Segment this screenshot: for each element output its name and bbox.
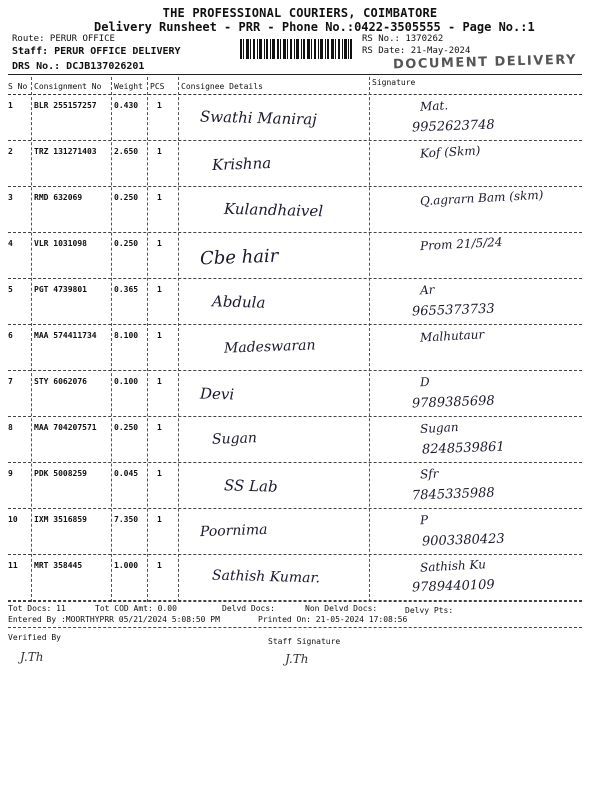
row-consignee-name: Poornima <box>199 521 268 541</box>
column-rule <box>178 77 179 602</box>
row-signature: Prom 21/5/24 <box>419 234 503 254</box>
row-pcs: 1 <box>157 561 162 570</box>
column-rule <box>111 77 112 602</box>
row-signature: Mat. <box>419 98 449 114</box>
drs-number: DRS No.: DCJB137026201 <box>12 61 145 72</box>
row-consignment-no: MAA 704207571 <box>34 423 97 432</box>
document-delivery-stamp: DOCUMENT DELIVERY <box>392 52 578 73</box>
row-signature: Q.agrarn Bam (skm) <box>419 187 544 209</box>
row-consignee-name: Cbe hair <box>199 245 279 270</box>
row-consignment-no: MRT 358445 <box>34 561 83 570</box>
runsheet-subtitle: Delivery Runsheet - PRR - Phone No.:0422-3505555 - Page No.:1 <box>94 20 535 34</box>
row-pcs: 1 <box>157 423 162 432</box>
row-consignee-name: Kulandhaivel <box>223 199 324 221</box>
row-pcs: 1 <box>157 193 162 202</box>
route-label: Route: PERUR OFFICE <box>12 34 115 44</box>
column-header-divider <box>8 94 582 95</box>
row-weight: 1.000 <box>114 561 139 570</box>
tot-cod-amount: Tot COD Amt: 0.00 <box>95 604 177 613</box>
col-consignment: Consignment No <box>34 82 102 91</box>
row-consignment-no: VLR 1031098 <box>34 239 87 248</box>
row-pcs: 1 <box>157 147 162 156</box>
row-consignment-no: BLR 255157257 <box>34 101 97 110</box>
column-rule <box>147 77 148 602</box>
row-consignee-name: Sugan <box>211 430 258 448</box>
footer-bottom-divider <box>8 627 582 628</box>
row-phone: 9789385698 <box>411 393 495 412</box>
rs-date: RS Date: 21-May-2024 <box>362 46 471 56</box>
row-pcs: 1 <box>157 515 162 524</box>
row-consignee-name: SS Lab <box>223 476 278 496</box>
verified-by-signature: J.Th <box>20 650 44 664</box>
col-weight: Weight <box>114 82 143 91</box>
row-divider <box>8 278 582 279</box>
row-sno: 7 <box>8 377 13 386</box>
row-pcs: 1 <box>157 239 162 248</box>
row-divider <box>8 416 582 417</box>
row-sno: 6 <box>8 331 13 340</box>
row-weight: 0.250 <box>114 193 139 202</box>
row-signature: Sfr <box>419 466 439 482</box>
col-sno: S No <box>8 82 28 91</box>
tot-docs: Tot Docs: 11 <box>8 604 66 613</box>
delvy-pts: Delvy Pts: <box>405 606 454 615</box>
staff-signature: J.Th <box>285 652 309 666</box>
row-signature: P <box>419 512 429 528</box>
row-divider <box>8 462 582 463</box>
row-signature: Sathish Ku <box>419 557 487 575</box>
row-divider <box>8 370 582 371</box>
row-weight: 0.045 <box>114 469 139 478</box>
row-phone: 9952623748 <box>411 117 495 136</box>
row-weight: 0.430 <box>114 101 139 110</box>
staff-label: Staff: PERUR OFFICE DELIVERY <box>12 46 181 57</box>
row-consignment-no: PDK 5008259 <box>34 469 87 478</box>
row-divider <box>8 186 582 187</box>
row-weight: 2.650 <box>114 147 139 156</box>
row-divider <box>8 232 582 233</box>
row-weight: 0.365 <box>114 285 139 294</box>
row-consignee-name: Devi <box>199 384 235 404</box>
row-weight: 7.350 <box>114 515 139 524</box>
row-consignment-no: STY 6062076 <box>34 377 87 386</box>
row-phone: 9655373733 <box>411 301 495 320</box>
row-consignment-no: RMD 632069 <box>34 193 83 202</box>
row-pcs: 1 <box>157 285 162 294</box>
row-sno: 10 <box>8 515 18 524</box>
company-title: THE PROFESSIONAL COURIERS, COIMBATORE <box>162 6 438 20</box>
verified-by-label: Verified By <box>8 633 61 642</box>
col-signature: Signature <box>372 78 416 87</box>
row-divider <box>8 140 582 141</box>
row-consignee-name: Sathish Kumar. <box>211 567 321 587</box>
row-consignee-name: Madeswaran <box>223 337 316 357</box>
row-pcs: 1 <box>157 377 162 386</box>
barcode-image <box>240 39 352 59</box>
row-sno: 4 <box>8 239 13 248</box>
rs-number: RS No.: 1370262 <box>362 34 444 44</box>
row-sno: 8 <box>8 423 13 432</box>
row-divider <box>8 554 582 555</box>
row-divider <box>8 324 582 325</box>
row-phone: 9003380423 <box>421 531 505 550</box>
row-consignment-no: IXM 3516859 <box>34 515 87 524</box>
row-sno: 1 <box>8 101 13 110</box>
row-consignee-name: Krishna <box>211 153 272 175</box>
row-weight: 0.250 <box>114 239 139 248</box>
row-signature: Malhutaur <box>419 327 485 345</box>
row-consignee-name: Swathi Maniraj <box>199 107 318 129</box>
row-signature: Kof (Skm) <box>419 143 481 161</box>
entered-by: Entered By :MOORTHYPRR 05/21/2024 5:08:50 PM <box>8 615 220 624</box>
row-pcs: 1 <box>157 101 162 110</box>
printed-on: Printed On: 21-05-2024 17:08:56 <box>258 615 408 624</box>
row-sno: 3 <box>8 193 13 202</box>
row-pcs: 1 <box>157 469 162 478</box>
row-weight: 0.100 <box>114 377 139 386</box>
row-signature: D <box>419 374 430 390</box>
row-phone: 7845335988 <box>411 485 495 504</box>
row-signature: Ar <box>419 282 435 298</box>
row-sno: 5 <box>8 285 13 294</box>
column-rule <box>31 77 32 602</box>
row-sno: 9 <box>8 469 13 478</box>
row-sno: 2 <box>8 147 13 156</box>
staff-signature-label: Staff Signature <box>268 637 341 646</box>
row-pcs: 1 <box>157 331 162 340</box>
row-phone: 8248539861 <box>421 439 505 458</box>
header-divider <box>8 74 582 75</box>
row-signature: Sugan <box>419 420 459 436</box>
delvd-docs: Delvd Docs: <box>222 604 275 613</box>
row-weight: 8.100 <box>114 331 139 340</box>
row-consignment-no: MAA 574411734 <box>34 331 97 340</box>
row-weight: 0.250 <box>114 423 139 432</box>
non-delvd-docs: Non Delvd Docs: <box>305 604 378 613</box>
row-divider <box>8 508 582 509</box>
footer-divider <box>8 601 582 602</box>
column-rule <box>369 77 370 602</box>
row-consignment-no: TRZ 131271403 <box>34 147 97 156</box>
row-phone: 9789440109 <box>411 577 495 596</box>
row-sno: 11 <box>8 561 18 570</box>
row-consignee-name: Abdula <box>211 292 266 312</box>
col-pcs: PCS <box>150 82 165 91</box>
row-consignment-no: PGT 4739801 <box>34 285 87 294</box>
col-consignee: Consignee Details <box>181 82 263 91</box>
